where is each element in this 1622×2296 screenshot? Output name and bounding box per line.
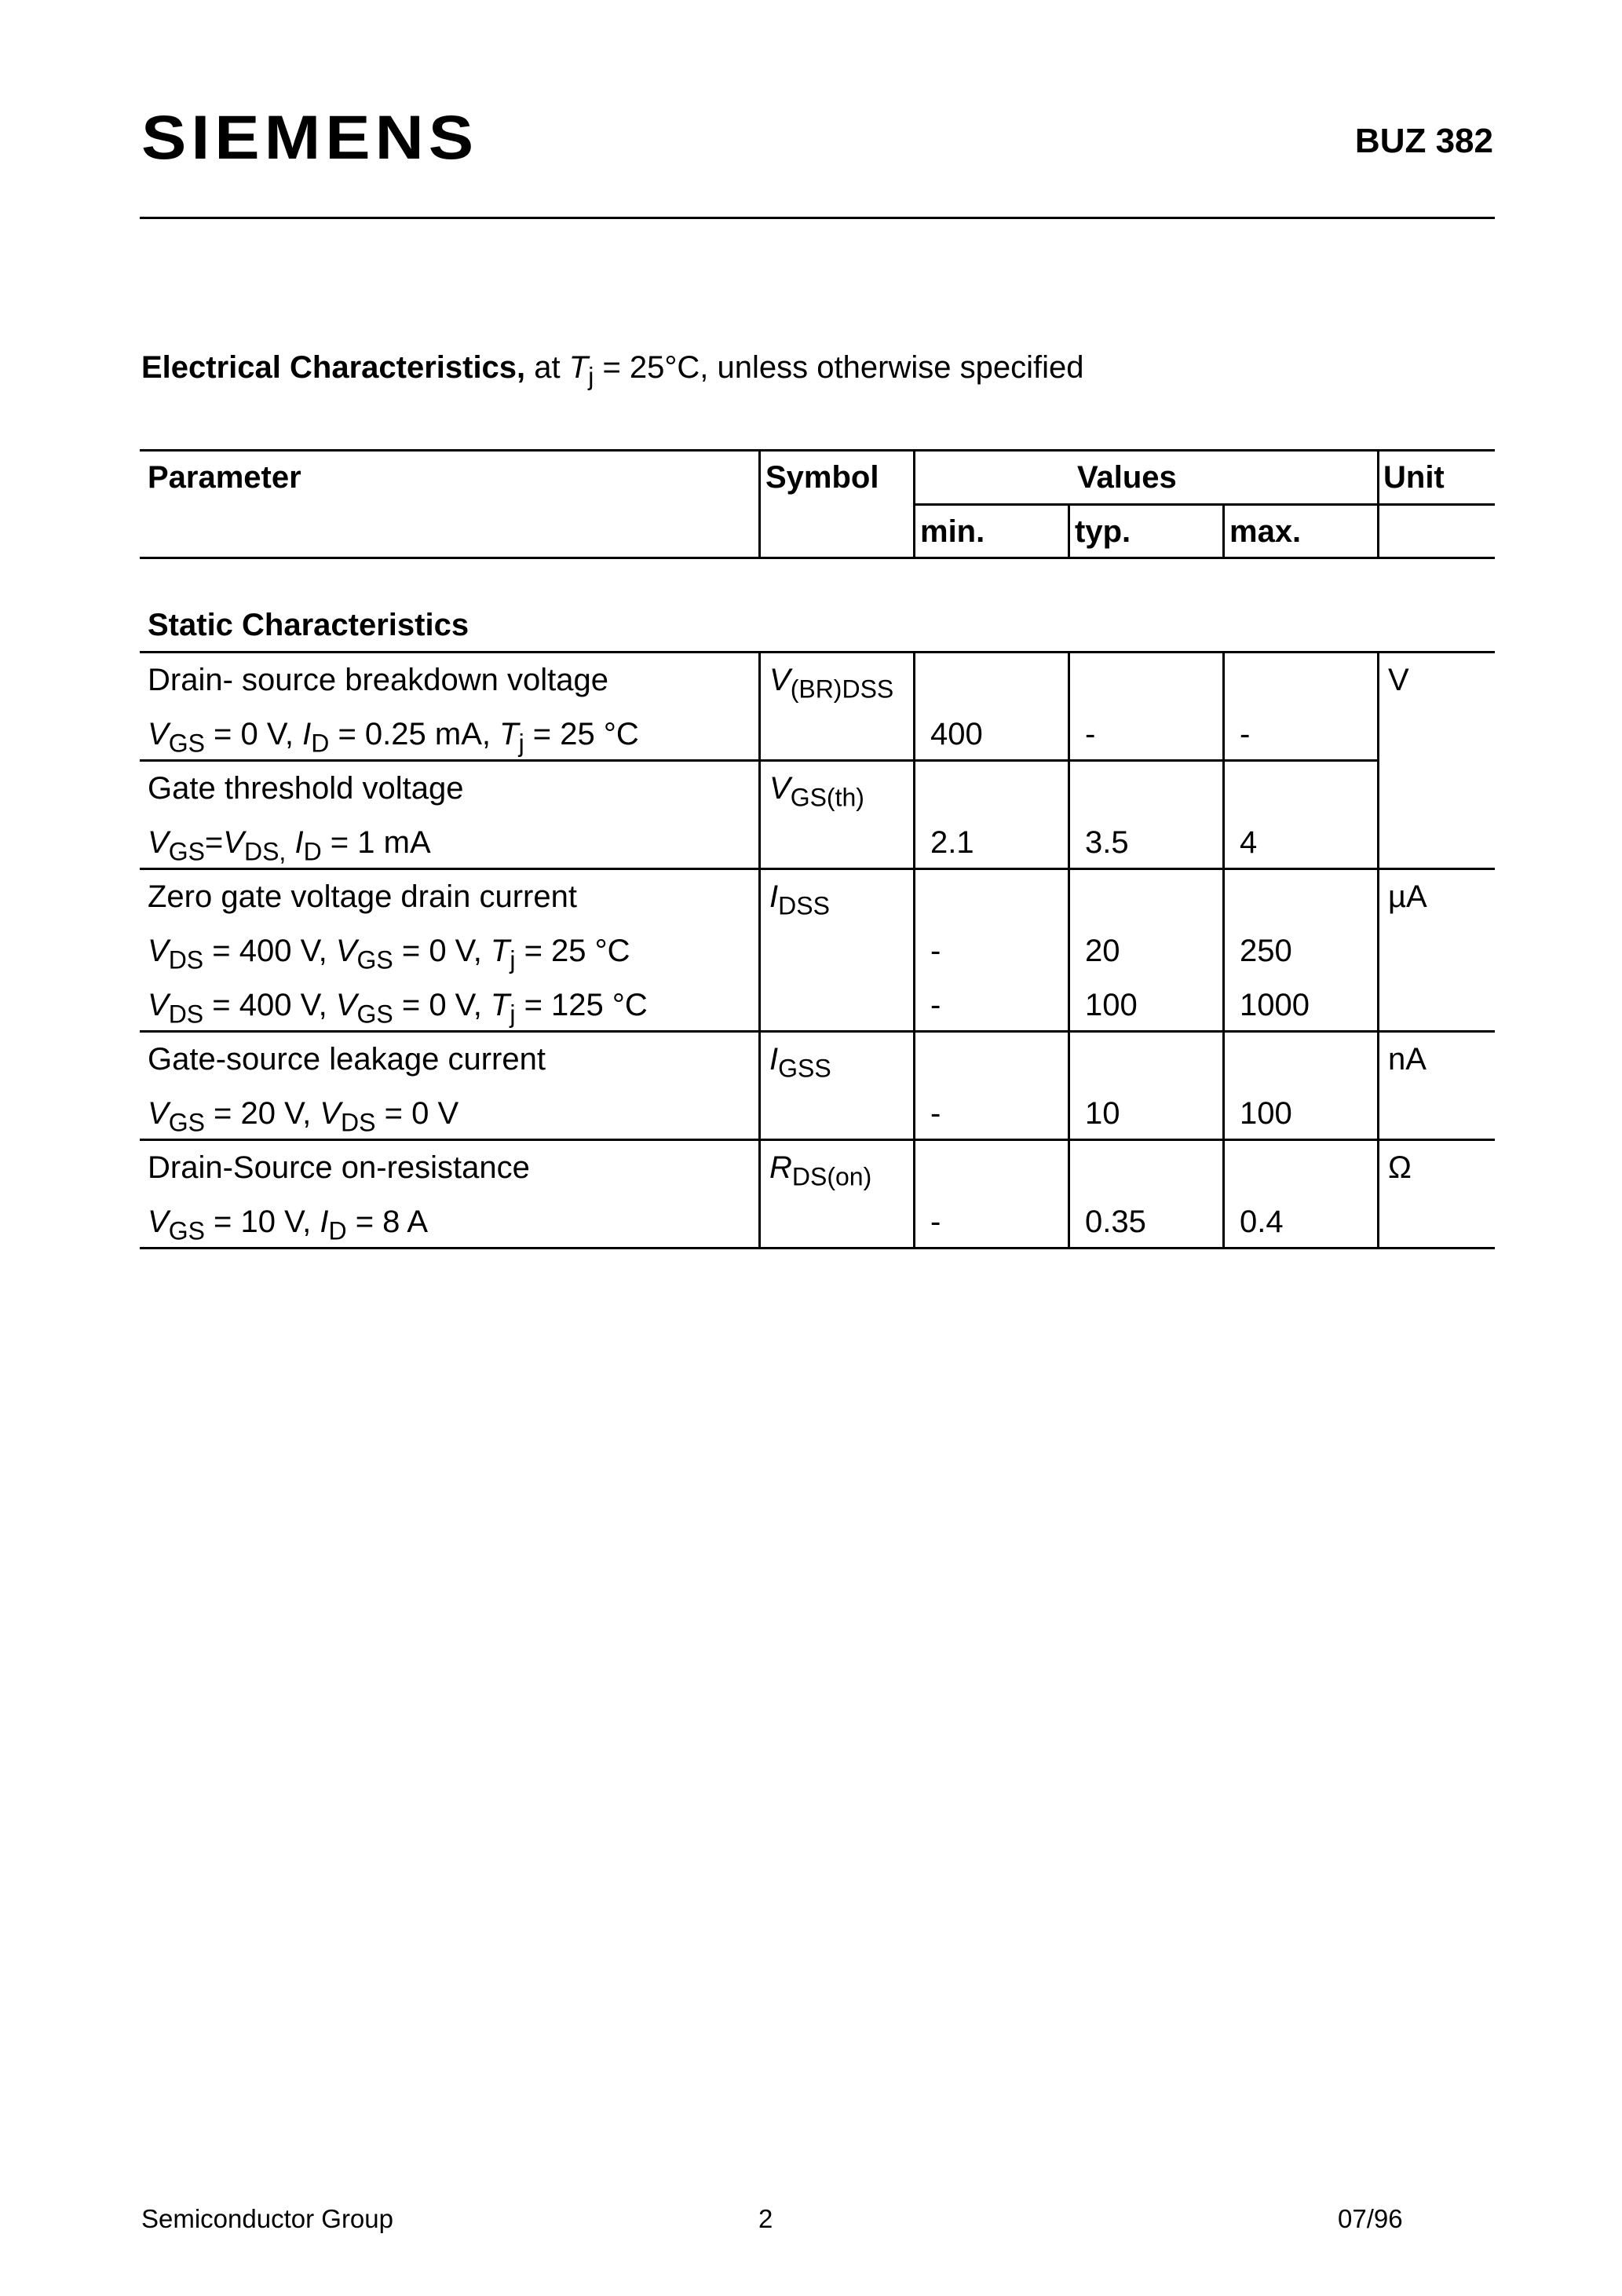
row-divider-sym	[758, 651, 761, 759]
row-divider-min	[913, 759, 915, 868]
row-bottom-rule	[140, 1247, 1495, 1249]
table-header-bottom-rule	[140, 557, 1495, 559]
row-divider-max	[1222, 651, 1225, 759]
row-unit: nA	[1388, 1042, 1427, 1077]
row-name: Drain-Source on-resistance	[148, 1150, 530, 1185]
row-divider-min	[913, 868, 915, 1030]
row-condition: $V_{GS}=V_{DS,}$ $I_D = 1$ mA	[148, 825, 431, 866]
row-bottom-rule	[140, 1139, 1495, 1141]
header-typ: typ.	[1075, 514, 1131, 549]
value-max: 250	[1240, 934, 1292, 968]
footer-group: Semiconductor Group	[141, 2204, 393, 2233]
table-header-divider-sym	[758, 449, 761, 557]
brand-logo: SIEMENS	[141, 103, 479, 173]
row-divider-typ	[1068, 651, 1070, 759]
row-divider-max	[1222, 1139, 1225, 1247]
section-rule	[140, 651, 1495, 653]
header-max: max.	[1229, 514, 1302, 549]
value-max: 1000	[1240, 988, 1310, 1022]
row-divider-unit	[1377, 1139, 1379, 1247]
row-symbol: $I_{DSS}$	[769, 879, 830, 920]
row-name: Gate threshold voltage	[148, 771, 464, 806]
value-min: 2.1	[930, 825, 974, 860]
row-divider-min	[913, 651, 915, 759]
row-symbol: $V_{GS(th)}$	[769, 771, 864, 812]
row-bottom-rule	[140, 868, 1495, 870]
table-header-divider-typ	[1068, 503, 1070, 557]
row-divider-sym	[758, 1030, 761, 1139]
row-divider-typ	[1068, 868, 1070, 1030]
value-typ: 0.35	[1085, 1205, 1146, 1239]
row-condition: $V_{GS} = 0$ V, $I_D = 0.25$ mA, $T_j = 25$ °C	[148, 717, 639, 758]
footer-page-number: 2	[758, 2204, 773, 2233]
row-symbol: $R_{DS(on)}$	[769, 1150, 872, 1191]
row-symbol: $V_{(BR)DSS}$	[769, 663, 894, 704]
row-divider-max	[1222, 868, 1225, 1030]
subtitle-tj-sub: j	[588, 362, 594, 391]
row-condition: $V_{GS} = 10$ V, $I_D = 8$ A	[148, 1205, 429, 1245]
subtitle-at: at	[534, 350, 561, 385]
value-min: -	[930, 934, 941, 968]
value-typ: 3.5	[1085, 825, 1129, 860]
row-divider-unit	[1377, 1030, 1379, 1139]
row-unit: V	[1388, 663, 1409, 697]
header-unit: Unit	[1383, 460, 1445, 495]
value-max: 0.4	[1240, 1205, 1284, 1239]
header-values: Values	[1077, 460, 1177, 495]
value-typ: 20	[1085, 934, 1120, 968]
value-min: 400	[930, 717, 983, 751]
header-rule	[140, 217, 1495, 219]
section-static-characteristics: Static Characteristics	[148, 608, 469, 642]
value-typ: -	[1085, 717, 1096, 751]
row-name: Zero gate voltage drain current	[148, 879, 577, 914]
row-divider-min	[913, 1030, 915, 1139]
row-condition: $V_{GS} = 20$ V, $V_{DS} = 0$ V	[148, 1096, 459, 1137]
header-symbol: Symbol	[765, 460, 879, 495]
row-name: Drain- source breakdown voltage	[148, 663, 608, 697]
value-max: 4	[1240, 825, 1258, 860]
header-parameter: Parameter	[148, 460, 301, 495]
row-divider-sym	[758, 1139, 761, 1247]
row-divider-typ	[1068, 1139, 1070, 1247]
footer-date: 07/96	[1338, 2204, 1403, 2233]
value-min: -	[930, 1096, 941, 1131]
row-divider-typ	[1068, 1030, 1070, 1139]
row-symbol: $I_{GSS}$	[769, 1042, 831, 1083]
value-max: -	[1240, 717, 1251, 751]
value-typ: 100	[1085, 988, 1138, 1022]
subtitle-tj-symbol: T	[568, 350, 589, 385]
row-divider-typ	[1068, 759, 1070, 868]
row-divider-unit	[1377, 868, 1379, 1030]
part-number: BUZ 382	[1354, 122, 1493, 160]
value-min: -	[930, 988, 941, 1022]
subtitle-rest: = 25°C, unless otherwise specified	[602, 350, 1084, 385]
table-header-divider-min	[913, 449, 915, 557]
row-bottom-rule	[140, 1030, 1495, 1033]
table-top-rule	[140, 449, 1495, 452]
table-header-divider-unit	[1377, 449, 1379, 557]
row-divider-sym	[758, 759, 761, 868]
row-divider-sym	[758, 868, 761, 1030]
row-condition: $V_{DS} = 400$ V, $V_{GS} = 0$ V, $T_j = 125$ °C	[148, 988, 648, 1029]
subtitle	[141, 350, 1084, 391]
row-divider-min	[913, 1139, 915, 1247]
row-divider-unit	[1377, 651, 1379, 868]
value-typ: 10	[1085, 1096, 1120, 1131]
value-min: -	[930, 1205, 941, 1239]
value-max: 100	[1240, 1096, 1292, 1131]
row-unit: Ω	[1388, 1150, 1412, 1185]
row-condition: $V_{DS} = 400$ V, $V_{GS} = 0$ V, $T_j = 25$ °C	[148, 934, 630, 974]
table-header-divider-max	[1222, 503, 1225, 557]
header-min: min.	[920, 514, 985, 549]
subtitle-bold: Electrical Characteristics,	[141, 350, 526, 385]
row-divider-max	[1222, 1030, 1225, 1139]
table-header-mid-rule	[913, 503, 1495, 506]
row-name: Gate-source leakage current	[148, 1042, 546, 1077]
row-unit: µA	[1388, 879, 1427, 914]
row-divider-max	[1222, 759, 1225, 868]
